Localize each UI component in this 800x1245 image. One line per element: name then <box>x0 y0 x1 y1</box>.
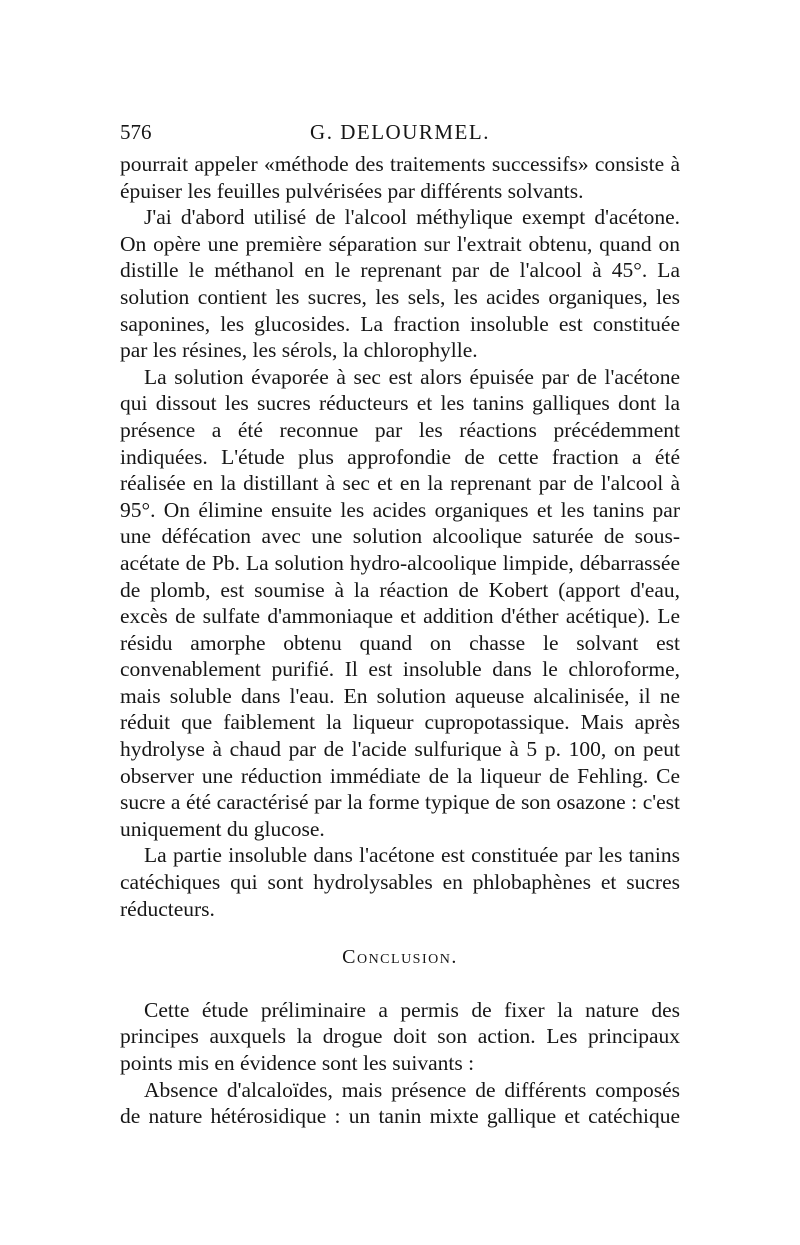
paragraph-conclusion-intro: Cette étude préliminaire a permis de fixer la nature des principes auxquels la drogue doit son action. Les principaux points mis en évidence sont les suivants : <box>120 997 680 1075</box>
paragraph-methanol-extraction: J'ai d'abord utilisé de l'alcool méthylique exempt d'acétone. On opère une première séparation sur l'extrait obtenu, quand on distille le méthanol en le reprenant par de l'alcool à 45°. La solution contient les sucres, les sels, les acides organiques, les saponines, les glucosides. La fraction insoluble est constituée par les résines, les sérols, la chlorophylle. <box>120 205 680 363</box>
body-text <box>120 151 680 1130</box>
page-number: 576 <box>120 120 152 144</box>
running-head <box>120 120 680 150</box>
section-heading-conclusion: Conclusion. <box>342 946 458 969</box>
paragraph-continuation: pourrait appeler «méthode des traitements successifs» consiste à épuiser les feuilles pulvérisées par différents solvants. <box>120 152 680 203</box>
paragraph-conclusion-findings: Absence d'alcaloïdes, mais présence de différents composés de nature hétérosidique : un tanin mixte gallique et catéchique <box>120 1077 680 1129</box>
running-head-author: G. DELOURMEL. <box>310 120 490 144</box>
paragraph-acetone-fraction: La solution évaporée à sec est alors épuisée par de l'acétone qui dissout les sucres réducteurs et les tanins galliques dont la présence a été reconnue par les réactions précédemment indiquées. L'étude plus approfondie de cette fraction a été réalisée en la distillant à sec et en la reprenant par de l'alcool à 95°. On élimine ensuite les acides organiques et les tanins par une défécation avec une solution alcoolique saturée de sous-acétate de Pb. La solution hydro-alcoolique limpide, débarrassée de plomb, est soumise à la réaction de Kobert (apport d'eau, excès de sulfate d'ammoniaque et addition d'éther acétique). Le résidu amorphe obtenu quand on chasse le solvant est convenablement purifié. Il est insoluble dans le chloroforme, mais soluble dans l'eau. En solution aqueuse alcalinisée, il ne réduit que faiblement la liqueur cupropotassique. Mais après hydrolyse à chaud par de l'acide sulfurique à 5 p. 100, on peut observer une réduction immédiate de la liqueur de Fehling. Ce sucre a été caractérisé par la forme typique de son osazone : c'est uniquement du glucose. <box>120 364 680 841</box>
paragraph-insoluble-part: La partie insoluble dans l'acétone est constituée par les tanins catéchiques qui sont hydrolysables en phlobaphènes et sucres réducteurs. <box>120 843 680 921</box>
